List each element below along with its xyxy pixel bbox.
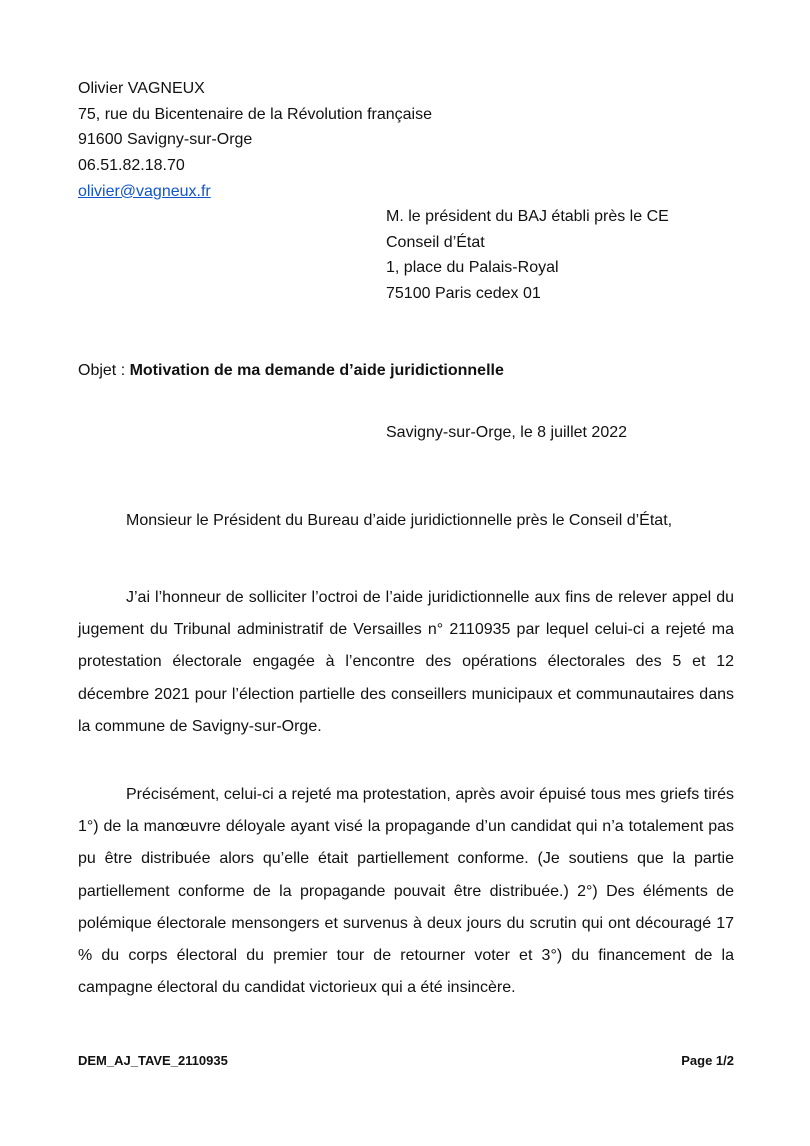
footer-page-number: Page 1/2	[681, 1053, 734, 1068]
subject-line	[78, 362, 504, 380]
footer-reference: DEM_AJ_TAVE_2110935	[78, 1053, 228, 1068]
recipient-block	[386, 204, 669, 307]
sender-name: Olivier VAGNEUX	[78, 80, 205, 97]
body-paragraph-2: Précisément, celui-ci a rejeté ma protestation, après avoir épuisé tous mes griefs tirés 1°) de la manœuvre déloyale ayant visé la propagande d’un candidat qui n’a totalement pas pu être distribuée alors qu’elle était partiellement conforme. (Je soutiens que la partie partiellement conforme de la propagande pouvait être distribuée.) 2°) Des éléments de polémique électorale mensongers et survenus à deux jours du scrutin qui ont découragé 17 % du corps électoral du premier tour de retourner voter et 3°) du financement de la campagne électoral du candidat victorieux qui a été insincère.	[78, 786, 734, 997]
recipient-line4: 75100 Paris cedex 01	[386, 285, 541, 303]
subject-text: Motivation de ma demande d’aide juridictionnelle	[129, 362, 504, 379]
sender-address-line2: 91600 Savigny-sur-Orge	[78, 131, 253, 149]
recipient-line1: M. le président du BAJ établi près le CE	[386, 208, 669, 225]
sender-phone: 06.51.82.18.70	[78, 157, 185, 175]
recipient-line2: Conseil d’État	[386, 233, 485, 251]
salutation: Monsieur le Président du Bureau d’aide juridictionnelle près le Conseil d’État,	[126, 512, 673, 529]
sender-address-line1: 75, rue du Bicentenaire de la Révolution française	[78, 105, 432, 123]
sender-email-link[interactable]: olivier@vagneux.fr	[78, 182, 211, 200]
place-and-date: Savigny-sur-Orge, le 8 juillet 2022	[386, 424, 628, 441]
subject-label: Objet :	[78, 362, 130, 379]
recipient-line3: 1, place du Palais-Royal	[386, 259, 559, 277]
sender-block	[78, 76, 432, 205]
body-paragraph-1: J’ai l’honneur de solliciter l’octroi de l’aide juridictionnelle aux fins de relever appel du jugement du Tribunal administratif de Versailles n° 2110935 par lequel celui-ci a rejeté ma protestation électorale engagée à l’encontre des opérations électorales des 5 et 12 décembre 2021 pour l’élection partielle des conseillers municipaux et communautaires dans la commune de Savigny-sur-Orge.	[78, 589, 734, 735]
